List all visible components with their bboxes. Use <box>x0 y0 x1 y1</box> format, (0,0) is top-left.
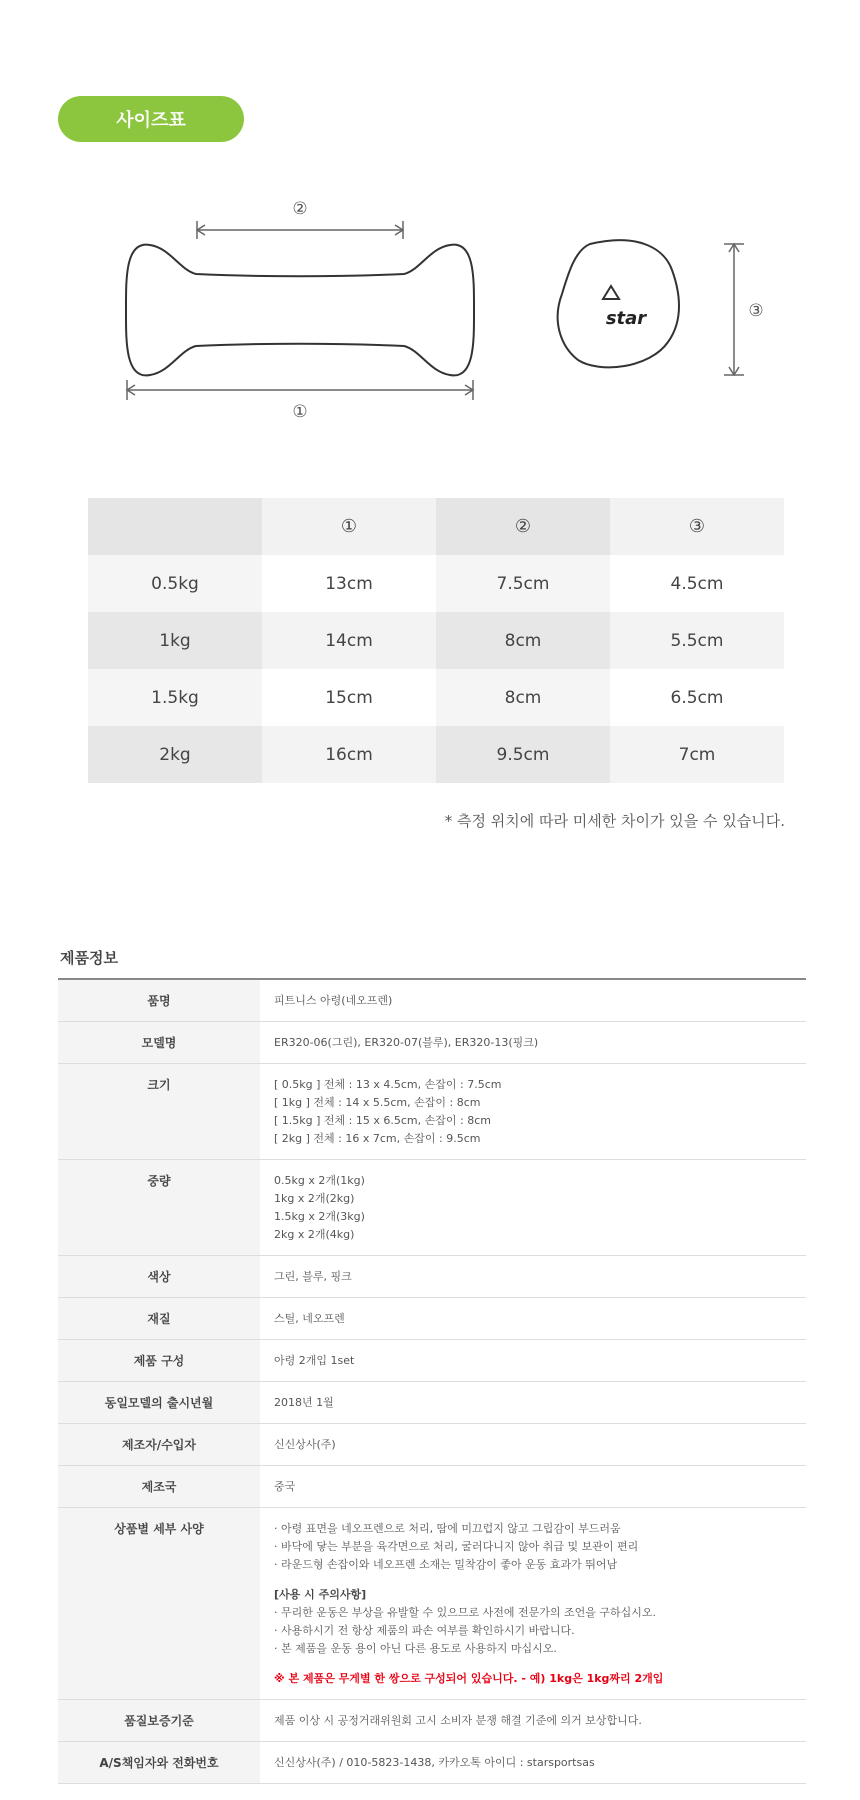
info-value <box>260 1742 806 1784</box>
star-logo <box>603 286 647 329</box>
info-value <box>260 979 806 1022</box>
value-cell: 16cm <box>262 726 436 783</box>
info-line: 그린, 블루, 핑크 <box>274 1270 352 1283</box>
info-label: 크기 <box>58 1064 260 1160</box>
product-info-table <box>58 978 806 1784</box>
value-cell: 14cm <box>262 612 436 669</box>
info-line: [ 1kg ] 전체 : 14 x 5.5cm, 손잡이 : 8cm <box>274 1096 481 1109</box>
header-cell: ② <box>436 498 610 555</box>
info-row <box>58 1022 806 1064</box>
value-cell: 5.5cm <box>610 612 784 669</box>
caution-line: · 무리한 운동은 부상을 유발할 수 있으므로 사전에 전문가의 조언을 구하십시오. <box>274 1606 656 1619</box>
dumbbell-side-outline <box>126 245 474 376</box>
measurement-note: * 측정 위치에 따라 미세한 차이가 있을 수 있습니다. <box>444 812 785 830</box>
table-row <box>88 669 784 726</box>
info-row <box>58 1064 806 1160</box>
value-cell: 6.5cm <box>610 669 784 726</box>
size-table-header <box>88 498 784 555</box>
info-label: 중량 <box>58 1160 260 1256</box>
info-label: 제조국 <box>58 1466 260 1508</box>
info-line: ER320-06(그린), ER320-07(블루), ER320-13(핑크) <box>274 1036 539 1049</box>
info-line: 0.5kg x 2개(1kg) <box>274 1174 365 1187</box>
info-value <box>260 1298 806 1340</box>
info-line: 1kg x 2개(2kg) <box>274 1192 355 1205</box>
weight-cell: 1.5kg <box>88 669 262 726</box>
info-value <box>260 1064 806 1160</box>
info-row <box>58 1424 806 1466</box>
info-value <box>260 1340 806 1382</box>
info-label: 재질 <box>58 1298 260 1340</box>
header-cell: ① <box>262 498 436 555</box>
info-label: 품명 <box>58 979 260 1022</box>
info-row <box>58 1700 806 1742</box>
info-label: 제품 구성 <box>58 1340 260 1382</box>
info-row <box>58 1298 806 1340</box>
value-cell: 7cm <box>610 726 784 783</box>
info-value <box>260 1160 806 1256</box>
info-line: 2018년 1월 <box>274 1396 334 1409</box>
info-label: A/S책임자와 전화번호 <box>58 1742 260 1784</box>
info-label: 상품별 세부 사양 <box>58 1508 260 1700</box>
table-row <box>88 555 784 612</box>
info-line: [ 2kg ] 전체 : 16 x 7cm, 손잡이 : 9.5cm <box>274 1132 481 1145</box>
info-label: 제조자/수입자 <box>58 1424 260 1466</box>
value-cell: 15cm <box>262 669 436 726</box>
info-value <box>260 1700 806 1742</box>
value-cell: 9.5cm <box>436 726 610 783</box>
info-value <box>260 1424 806 1466</box>
dumbbell-end-outline <box>558 240 679 367</box>
info-row <box>58 1256 806 1298</box>
info-line: 아령 2개입 1set <box>274 1354 355 1367</box>
spacer <box>274 1574 792 1586</box>
spacer <box>274 1658 792 1670</box>
info-value <box>260 1022 806 1064</box>
dumbbell-dimension-diagram <box>0 180 860 440</box>
info-row <box>58 1160 806 1256</box>
weight-cell: 2kg <box>88 726 262 783</box>
info-line: 1.5kg x 2개(3kg) <box>274 1210 365 1223</box>
weight-cell: 1kg <box>88 612 262 669</box>
caution-line: · 사용하시기 전 항상 제품의 파손 여부를 확인하시기 바랍니다. <box>274 1624 575 1637</box>
info-line: 스틸, 네오프렌 <box>274 1312 345 1325</box>
value-cell: 8cm <box>436 669 610 726</box>
table-row <box>88 612 784 669</box>
info-row <box>58 1340 806 1382</box>
info-line: [ 1.5kg ] 전체 : 15 x 6.5cm, 손잡이 : 8cm <box>274 1114 491 1127</box>
feature-line: · 바닥에 닿는 부분을 육각면으로 처리, 굴러다니지 않아 취급 및 보관이 편리 <box>274 1540 639 1553</box>
svg-text:star: star <box>605 308 647 329</box>
info-line: 제품 이상 시 공정거래위원회 고시 소비자 분쟁 해결 기준에 의거 보상합니다. <box>274 1714 642 1727</box>
value-cell: 13cm <box>262 555 436 612</box>
info-row <box>58 1466 806 1508</box>
caution-line: · 본 제품을 운동 용이 아닌 다른 용도로 사용하지 마십시오. <box>274 1642 557 1655</box>
info-line: [ 0.5kg ] 전체 : 13 x 4.5cm, 손잡이 : 7.5cm <box>274 1078 502 1091</box>
label-handle-length: ② <box>292 199 308 219</box>
info-line: 신신상사(주) <box>274 1438 336 1451</box>
info-row <box>58 979 806 1022</box>
info-line: 중국 <box>274 1480 296 1493</box>
info-line: 2kg x 2개(4kg) <box>274 1228 355 1241</box>
label-total-length: ① <box>292 402 308 422</box>
info-value <box>260 1382 806 1424</box>
info-row <box>58 1742 806 1784</box>
feature-line: · 라운드형 손잡이와 네오프렌 소재는 밀착감이 좋아 운동 효과가 뛰어남 <box>274 1558 618 1571</box>
info-line: 신신상사(주) / 010-5823-1438, 카카오톡 아이디 : starsportsas <box>274 1756 595 1769</box>
header-cell: ③ <box>610 498 784 555</box>
value-cell: 4.5cm <box>610 555 784 612</box>
label-height: ③ <box>748 301 764 321</box>
info-line: 피트니스 아령(네오프렌) <box>274 994 393 1007</box>
info-row-detail <box>58 1508 806 1700</box>
caution-title: [사용 시 주의사항] <box>274 1588 367 1601</box>
info-row <box>58 1382 806 1424</box>
size-chart-badge: 사이즈표 <box>58 96 244 142</box>
info-value <box>260 1508 806 1700</box>
table-row <box>88 726 784 783</box>
product-info-title: 제품정보 <box>60 949 118 967</box>
header-cell <box>88 498 262 555</box>
info-label: 동일모델의 출시년월 <box>58 1382 260 1424</box>
value-cell: 8cm <box>436 612 610 669</box>
info-label: 품질보증기준 <box>58 1700 260 1742</box>
size-table <box>88 498 784 783</box>
warning-line: ※ 본 제품은 무게별 한 쌍으로 구성되어 있습니다. - 예) 1kg은 1kg짜리 2개입 <box>274 1672 664 1685</box>
weight-cell: 0.5kg <box>88 555 262 612</box>
info-label: 모델명 <box>58 1022 260 1064</box>
info-value <box>260 1256 806 1298</box>
feature-line: · 아령 표면을 네오프렌으로 처리, 땀에 미끄럽지 않고 그립감이 부드러움 <box>274 1522 621 1535</box>
value-cell: 7.5cm <box>436 555 610 612</box>
info-label: 색상 <box>58 1256 260 1298</box>
info-value <box>260 1466 806 1508</box>
